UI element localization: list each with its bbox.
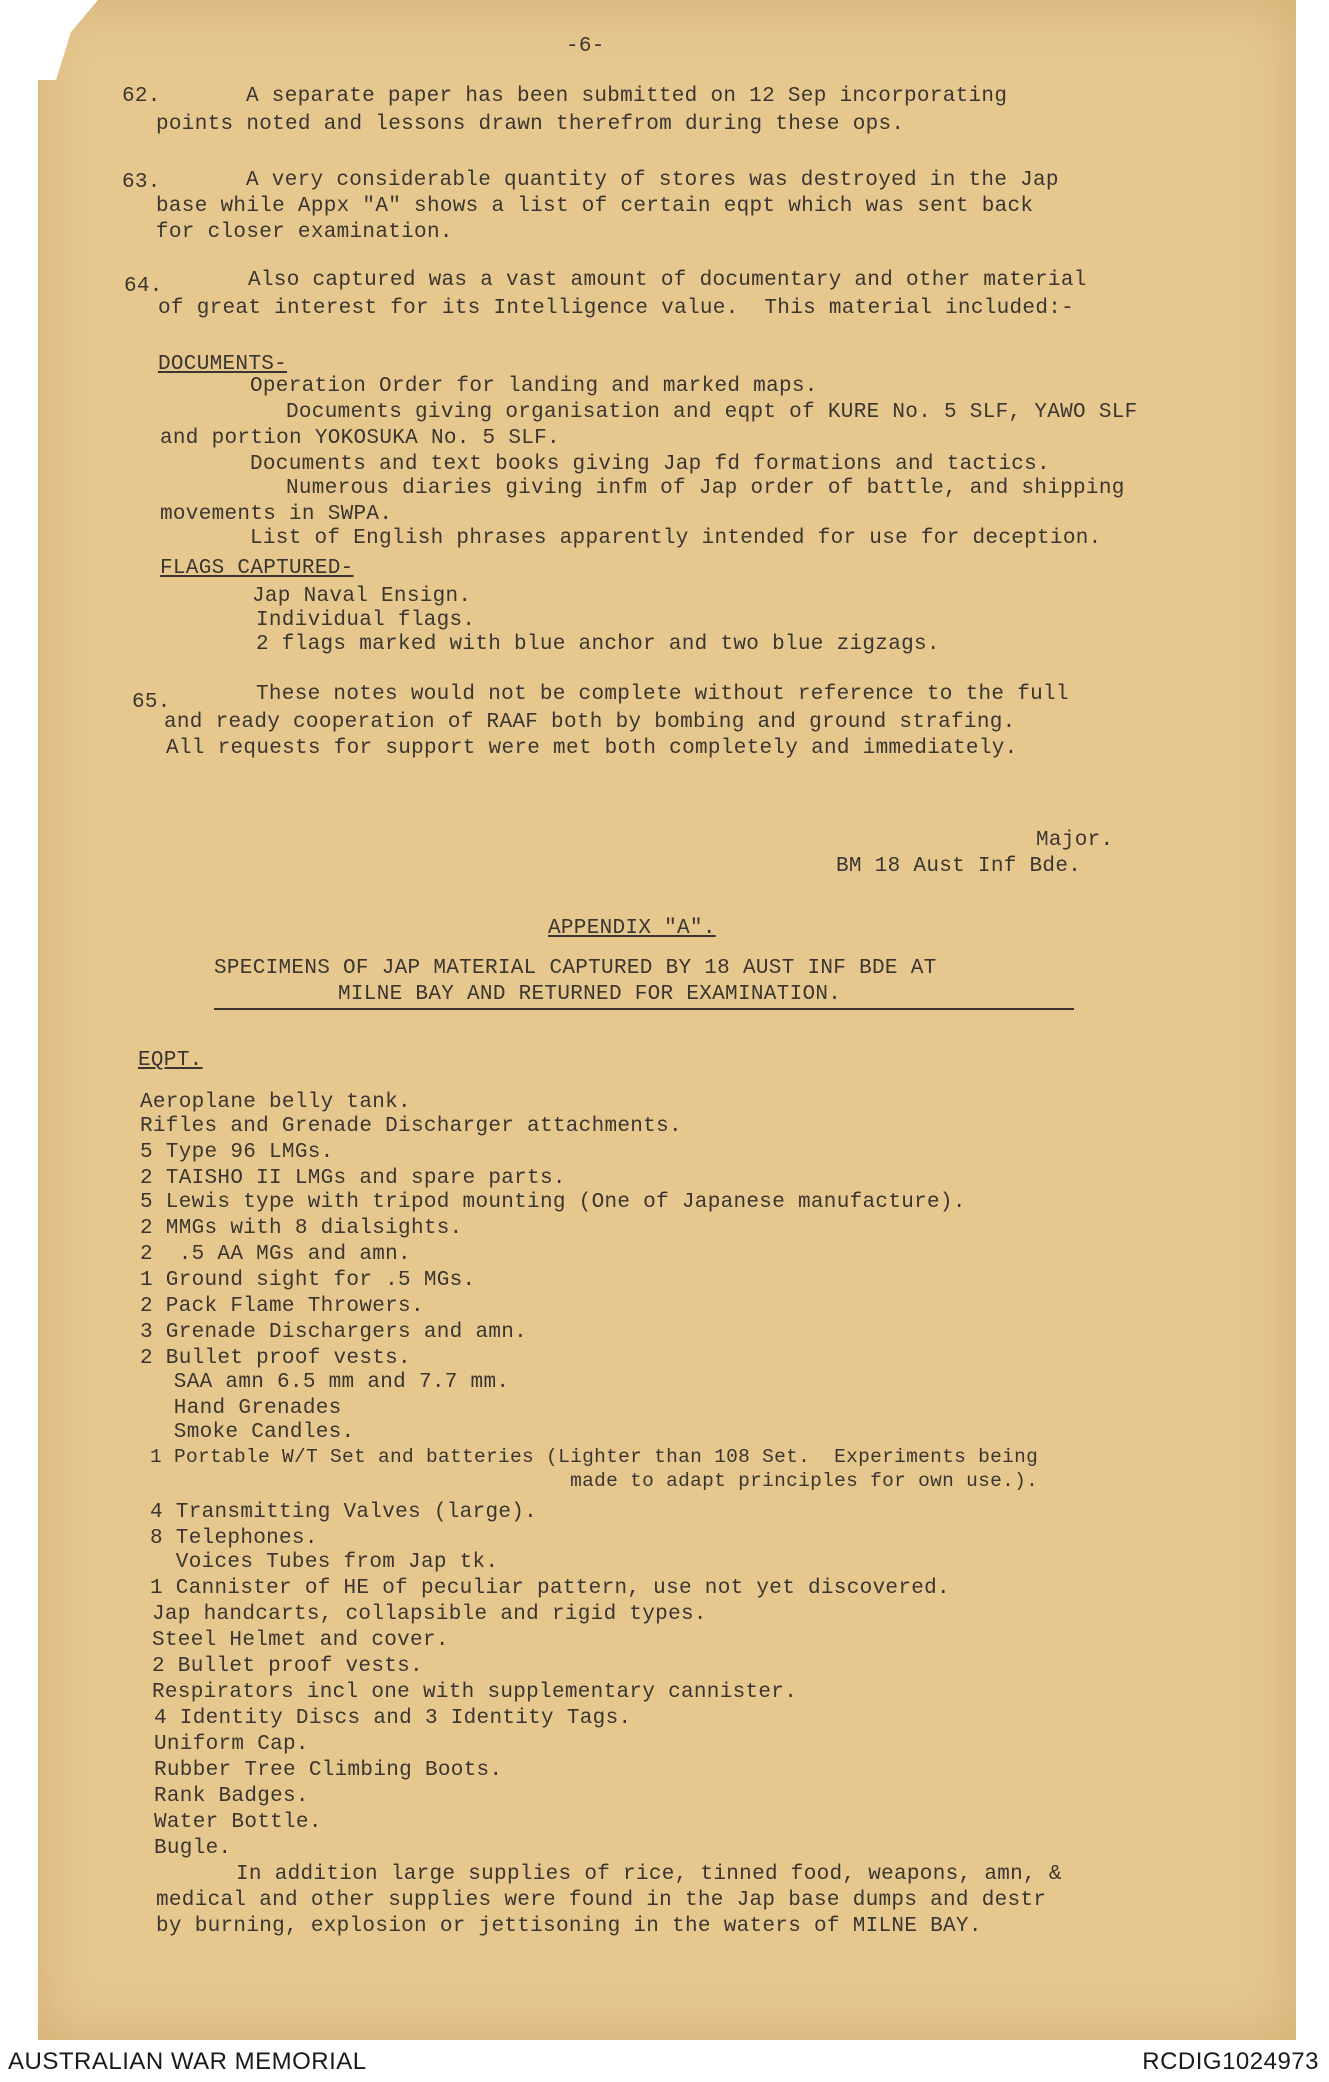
paragraph-63-line: base while Appx "A" shows a list of certain eqpt which was sent back	[156, 195, 1034, 218]
paragraph-64-line: Also captured was a vast amount of documentary and other material	[248, 269, 1087, 292]
paragraph-65-line: and ready cooperation of RAAF both by bombing and ground strafing.	[164, 711, 1016, 734]
eqpt-item: Rank Badges.	[154, 1785, 309, 1808]
eqpt-item: 2 Bullet proof vests.	[140, 1347, 411, 1370]
eqpt-item: 5 Type 96 LMGs.	[140, 1141, 334, 1164]
appendix-title: APPENDIX "A".	[548, 917, 716, 940]
eqpt-item: 4 Identity Discs and 3 Identity Tags.	[154, 1707, 632, 1730]
eqpt-item: Hand Grenades	[148, 1397, 342, 1420]
appendix-subtitle: SPECIMENS OF JAP MATERIAL CAPTURED BY 18 AUST INF BDE AT	[214, 957, 937, 980]
paragraph-62-line: points noted and lessons drawn therefrom during these ops.	[156, 113, 905, 136]
eqpt-item: Respirators incl one with supplementary cannister.	[152, 1681, 798, 1704]
eqpt-item: 3 Grenade Dischargers and amn.	[140, 1321, 528, 1344]
eqpt-item: 1 Ground sight for .5 MGs.	[140, 1269, 476, 1292]
eqpt-item: Rifles and Grenade Discharger attachments.	[140, 1115, 682, 1138]
eqpt-heading: EQPT.	[138, 1049, 203, 1072]
signature-unit: BM 18 Aust Inf Bde.	[836, 855, 1082, 878]
documents-heading: DOCUMENTS-	[158, 353, 288, 376]
paragraph-65-line: These notes would not be complete without reference to the full	[256, 683, 1069, 706]
flags-heading: FLAGS CAPTURED-	[160, 557, 354, 580]
eqpt-item: Water Bottle.	[154, 1811, 322, 1834]
eqpt-item: Jap handcarts, collapsible and rigid types.	[152, 1603, 707, 1626]
eqpt-item: 1 Cannister of HE of peculiar pattern, use not yet discovered.	[150, 1577, 950, 1600]
paragraph-63-line: A very considerable quantity of stores was destroyed in the Jap	[246, 169, 1059, 192]
eqpt-item: 4 Transmitting Valves (large).	[150, 1501, 538, 1524]
eqpt-item: 8 Telephones.	[150, 1527, 318, 1550]
documents-line: Documents giving organisation and eqpt of KURE No. 5 SLF, YAWO SLF	[286, 401, 1138, 424]
flags-line: Jap Naval Ensign.	[252, 585, 472, 608]
signature-rank: Major.	[1036, 829, 1114, 852]
documents-line: and portion YOKOSUKA No. 5 SLF.	[160, 427, 560, 450]
eqpt-item: 2 Bullet proof vests.	[152, 1655, 423, 1678]
footer-catalog-id: RCDIG1024973	[1142, 2048, 1319, 2075]
paragraph-number-64: 64.	[124, 275, 163, 298]
flags-line: Individual flags.	[256, 609, 476, 632]
eqpt-item: Bugle.	[154, 1837, 232, 1860]
eqpt-item: Uniform Cap.	[154, 1733, 309, 1756]
paragraph-62-line: A separate paper has been submitted on 12 Sep incorporating	[246, 85, 1008, 108]
documents-line: Operation Order for landing and marked maps.	[250, 375, 818, 398]
eqpt-item: 2 TAISHO II LMGs and spare parts.	[140, 1167, 566, 1190]
documents-line: List of English phrases apparently intended for use for deception.	[250, 527, 1102, 550]
footer-source: AUSTRALIAN WAR MEMORIAL	[8, 2048, 367, 2075]
closing-line: In addition large supplies of rice, tinned food, weapons, amn, &	[236, 1863, 1062, 1886]
page-number: -6-	[566, 35, 605, 58]
paragraph-number-63: 63.	[122, 171, 161, 194]
eqpt-item: Rubber Tree Climbing Boots.	[154, 1759, 503, 1782]
eqpt-item: 2 MMGs with 8 dialsights.	[140, 1217, 463, 1240]
paragraph-65-line: All requests for support were met both completely and immediately.	[166, 737, 1018, 760]
eqpt-item: 1 Portable W/T Set and batteries (Lighter than 108 Set. Experiments being	[150, 1446, 1039, 1468]
documents-line: movements in SWPA.	[160, 503, 393, 526]
eqpt-item: made to adapt principles for own use.).	[150, 1470, 1039, 1492]
eqpt-item: Aeroplane belly tank.	[140, 1091, 411, 1114]
eqpt-item: Smoke Candles.	[148, 1421, 355, 1444]
appendix-underline	[214, 1008, 1074, 1010]
eqpt-item: SAA amn 6.5 mm and 7.7 mm.	[148, 1371, 510, 1394]
closing-line: by burning, explosion or jettisoning in the waters of MILNE BAY.	[156, 1915, 982, 1938]
appendix-subtitle: MILNE BAY AND RETURNED FOR EXAMINATION.	[338, 983, 842, 1006]
flags-line: 2 flags marked with blue anchor and two blue zigzags.	[256, 633, 940, 656]
paragraph-63-line: for closer examination.	[156, 221, 453, 244]
eqpt-item: Steel Helmet and cover.	[152, 1629, 449, 1652]
eqpt-item: Voices Tubes from Jap tk.	[150, 1551, 499, 1574]
documents-line: Documents and text books giving Jap fd formations and tactics.	[250, 453, 1050, 476]
closing-line: medical and other supplies were found in the Jap base dumps and destr	[156, 1889, 1047, 1912]
paragraph-number-65: 65.	[132, 691, 171, 714]
paragraph-number-62: 62.	[122, 85, 161, 108]
paragraph-64-line: of great interest for its Intelligence value. This material included:-	[158, 297, 1075, 320]
eqpt-item: 2 .5 AA MGs and amn.	[140, 1243, 411, 1266]
eqpt-item: 2 Pack Flame Throwers.	[140, 1295, 424, 1318]
eqpt-item: 5 Lewis type with tripod mounting (One of Japanese manufacture).	[140, 1191, 966, 1214]
documents-line: Numerous diaries giving infm of Jap order of battle, and shipping	[286, 477, 1125, 500]
